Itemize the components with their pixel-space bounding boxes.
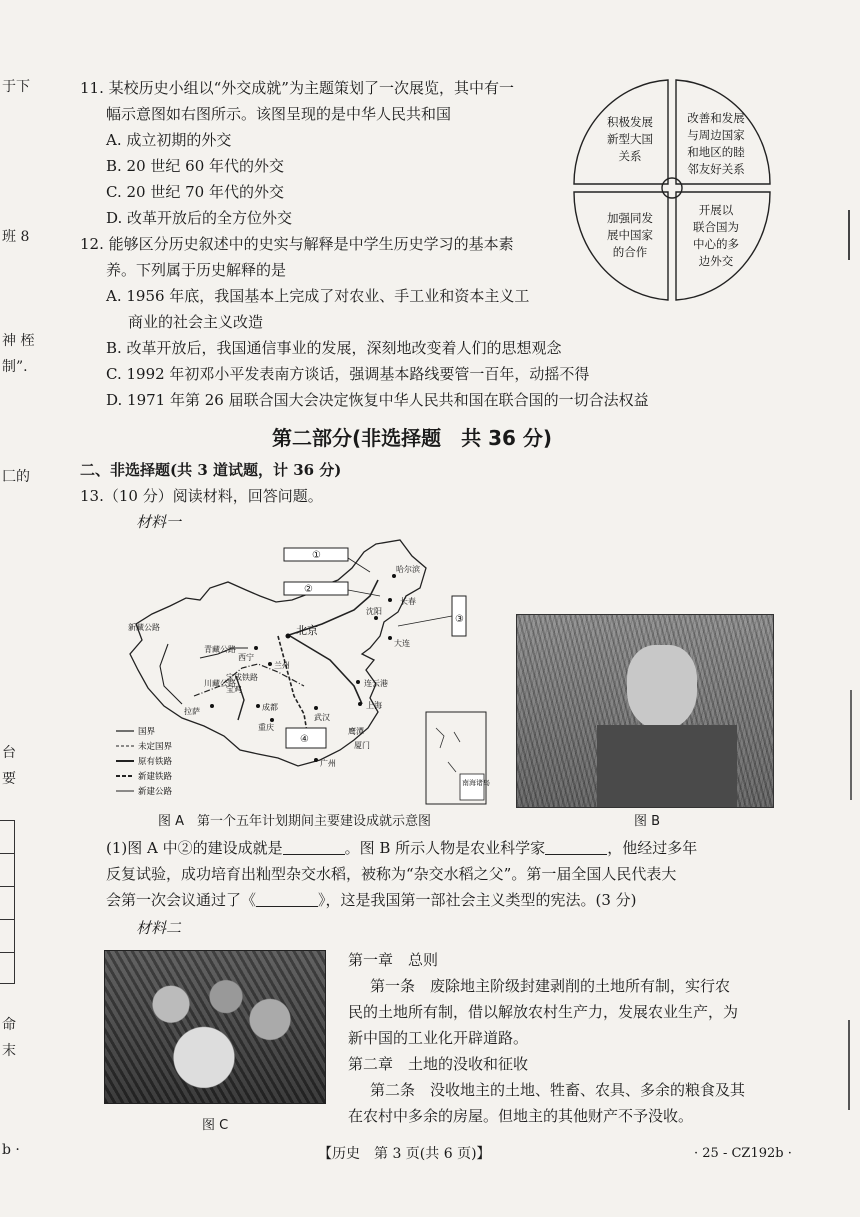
diagram-q4-line: 中心的多 — [693, 237, 739, 251]
map-city-label: 沈阳 — [366, 607, 382, 616]
law-article2-line2: 在农村中多余的房屋。但地主的其他财产不予没收。 — [348, 1107, 694, 1125]
q13-sub1-line3 — [106, 888, 637, 912]
scan-mark — [848, 210, 850, 260]
page-footer: 【历史 第 3 页(共 6 页)】 — [318, 1146, 491, 1162]
figure-b-caption: 图 B — [634, 814, 661, 829]
railway-line — [290, 636, 362, 704]
q12-stem-line1: 12. 能够区分历史叙述中的史实与解释是中学生历史学习的基本素 — [80, 235, 514, 253]
map-city-label: 哈尔滨 — [396, 565, 420, 574]
diagram-q4-line: 边外交 — [698, 254, 734, 268]
map-road-label: 宝成铁路 — [226, 673, 258, 682]
figure-c-photo — [104, 950, 326, 1104]
margin-fragment: 于下 — [2, 79, 30, 95]
law-chapter2: 第二章 土地的没收和征收 — [348, 1055, 529, 1073]
portrait-face — [627, 645, 697, 729]
law-article1-line1: 第一条 废除地主阶级封建剥削的土地所有制，实行农 — [370, 977, 731, 995]
scan-mark — [848, 1020, 850, 1110]
map-city-label: 武汉 — [314, 713, 330, 722]
diagram-q3-line: 展中国家 — [607, 228, 653, 242]
diagram-q2-line: 邻友好关系 — [687, 162, 745, 176]
map-box-label: ① — [312, 550, 321, 561]
margin-fragment: 神 桎 — [2, 333, 35, 349]
q13-sub1-text: ，他经过多年 — [607, 839, 698, 857]
answer-blank[interactable] — [545, 840, 607, 855]
map-city-label: 北京 — [296, 624, 318, 637]
exam-code: · 25 - CZ192b · — [694, 1146, 792, 1161]
diagram-q3-line: 加强同发 — [607, 211, 653, 225]
legend-item: 新建铁路 — [138, 772, 173, 782]
margin-fragment: 要 — [2, 771, 16, 787]
margin-fragment: b · — [2, 1142, 20, 1158]
q11-stem-line1: 11. 某校历史小组以“外交成就”为主题策划了一次展览，其中有一 — [80, 79, 514, 97]
part2-title: 第二部分(非选择题 共 36 分) — [272, 426, 553, 450]
margin-fragment: 匚的 — [2, 469, 30, 485]
railway-line — [278, 636, 308, 738]
q11-option-a[interactable]: A. 成立初期的外交 — [106, 131, 232, 149]
q12-option-c[interactable]: C. 1992 年初邓小平发表南方谈话，强调基本路线要管一百年，动摇不得 — [106, 365, 590, 383]
margin-fragment: 制”. — [2, 359, 28, 375]
q13-sub1-text: (1)图 A 中②的建设成就是 — [106, 839, 283, 857]
china-outline — [130, 540, 426, 766]
law-article1-line3: 新中国的工业化开辟道路。 — [348, 1029, 529, 1047]
diagram-q1-line: 关系 — [618, 149, 642, 163]
q11-option-d[interactable]: D. 改革开放后的全方位外交 — [106, 209, 293, 227]
q11-option-b[interactable]: B. 20 世纪 60 年代的外交 — [106, 157, 285, 175]
diagram-q4-line: 联合国为 — [693, 220, 739, 234]
answer-blank[interactable] — [256, 892, 318, 907]
q13-sub1-line1 — [106, 836, 697, 860]
map-city-label: 鹰潭 — [348, 727, 364, 736]
margin-fragment: 末 — [2, 1043, 16, 1059]
map-city-label: 宝鸡 — [226, 685, 242, 694]
map-road-label: 川藏公路 — [204, 679, 236, 688]
diagram-q2-line: 和地区的睦 — [687, 145, 745, 159]
map-road-label: 青藏公路 — [204, 645, 236, 654]
material2-label: 材料二 — [136, 919, 182, 937]
diagram-q1-line: 积极发展 — [607, 115, 653, 129]
q12-option-d[interactable]: D. 1971 年第 26 届联合国大会决定恢复中华人民共和国在联合国的一切合法权益 — [106, 391, 649, 409]
legend-item: 国界 — [138, 727, 156, 737]
q13-sub1-text: 。图 B 所示人物是农业科学家 — [344, 839, 546, 857]
map-city-label: 成都 — [262, 703, 278, 712]
law-chapter1: 第一章 总则 — [348, 951, 439, 969]
map-city-label: 上海 — [366, 701, 382, 710]
q12-stem-line2: 养。下列属于历史解释的是 — [106, 261, 287, 279]
q12-option-a-line2: 商业的社会主义改造 — [128, 313, 264, 331]
road-line — [160, 644, 182, 704]
figure-a-caption: 图 A 第一个五年计划期间主要建设成就示意图 — [158, 814, 432, 829]
map-box-label: ④ — [300, 734, 309, 745]
figure-c-caption: 图 C — [202, 1118, 229, 1133]
diagram-q1-line: 新型大国 — [607, 132, 653, 146]
q11-stem-line2: 幅示意图如右图所示。该图呈现的是中华人民共和国 — [106, 105, 452, 123]
scan-mark — [850, 690, 852, 800]
diagram-q4-line: 开展以 — [698, 203, 734, 217]
figure-b-photo — [516, 614, 774, 808]
q12-option-a-line1[interactable]: A. 1956 年底，我国基本上完成了对农业、手工业和资本主义工 — [106, 287, 530, 305]
q13-stem: 13.（10 分）阅读材料，回答问题。 — [80, 487, 323, 505]
margin-box — [0, 820, 15, 984]
portrait-body — [597, 725, 737, 807]
map-city-label: 长春 — [400, 597, 416, 606]
law-article1-line2: 民的土地所有制，借以解放农村生产力，发展农业生产，为 — [348, 1003, 739, 1021]
answer-blank[interactable] — [283, 840, 345, 855]
q13-sub1-text: 会第一次会议通过了《 — [106, 891, 257, 909]
diagram-q2-line: 与周边国家 — [687, 128, 745, 142]
margin-fragment: 班 8 — [2, 229, 30, 245]
map-city-label: 拉萨 — [184, 707, 200, 716]
diagram-q3-line: 的合作 — [612, 245, 648, 259]
section2-title: 二、非选择题(共 3 道试题，计 36 分) — [80, 461, 342, 479]
map-box-label: ③ — [455, 614, 464, 625]
map-road-label: 新藏公路 — [128, 623, 160, 632]
q11-option-c[interactable]: C. 20 世纪 70 年代的外交 — [106, 183, 284, 201]
map-city-label: 广州 — [320, 759, 336, 768]
inset-label: 南海诸岛 — [462, 779, 490, 787]
figure-a-map — [108, 536, 498, 808]
legend-item: 新建公路 — [138, 787, 173, 797]
map-city-label: 厦门 — [354, 741, 370, 750]
map-city-label: 兰州 — [274, 661, 290, 670]
law-article2-line1: 第二条 没收地主的土地、牲畜、农具、多余的粮食及其 — [370, 1081, 746, 1099]
map-city-label: 重庆 — [258, 723, 274, 732]
q12-option-b[interactable]: B. 改革开放后，我国通信事业的发展，深刻地改变着人们的思想观念 — [106, 339, 562, 357]
legend-item: 未定国界 — [138, 742, 173, 752]
legend-item: 原有铁路 — [138, 757, 173, 767]
map-box-label: ② — [304, 584, 313, 595]
map-city-label: 连云港 — [364, 679, 388, 688]
q13-sub1-text: 》，这是我国第一部社会主义类型的宪法。(3 分) — [318, 891, 637, 909]
material1-label: 材料一 — [136, 513, 182, 531]
diplomacy-circle-diagram — [570, 74, 774, 306]
diagram-q2-line: 改善和发展 — [687, 111, 745, 125]
margin-fragment: 台 — [2, 745, 16, 761]
railway-line — [236, 676, 244, 720]
map-city-label: 大连 — [394, 639, 410, 648]
q13-sub1-line2: 反复试验，成功培育出籼型杂交水稻，被称为“杂交水稻之父”。第一届全国人民代表大 — [106, 865, 677, 883]
margin-fragment: 命 — [2, 1017, 16, 1033]
map-city-label: 西宁 — [238, 653, 254, 662]
